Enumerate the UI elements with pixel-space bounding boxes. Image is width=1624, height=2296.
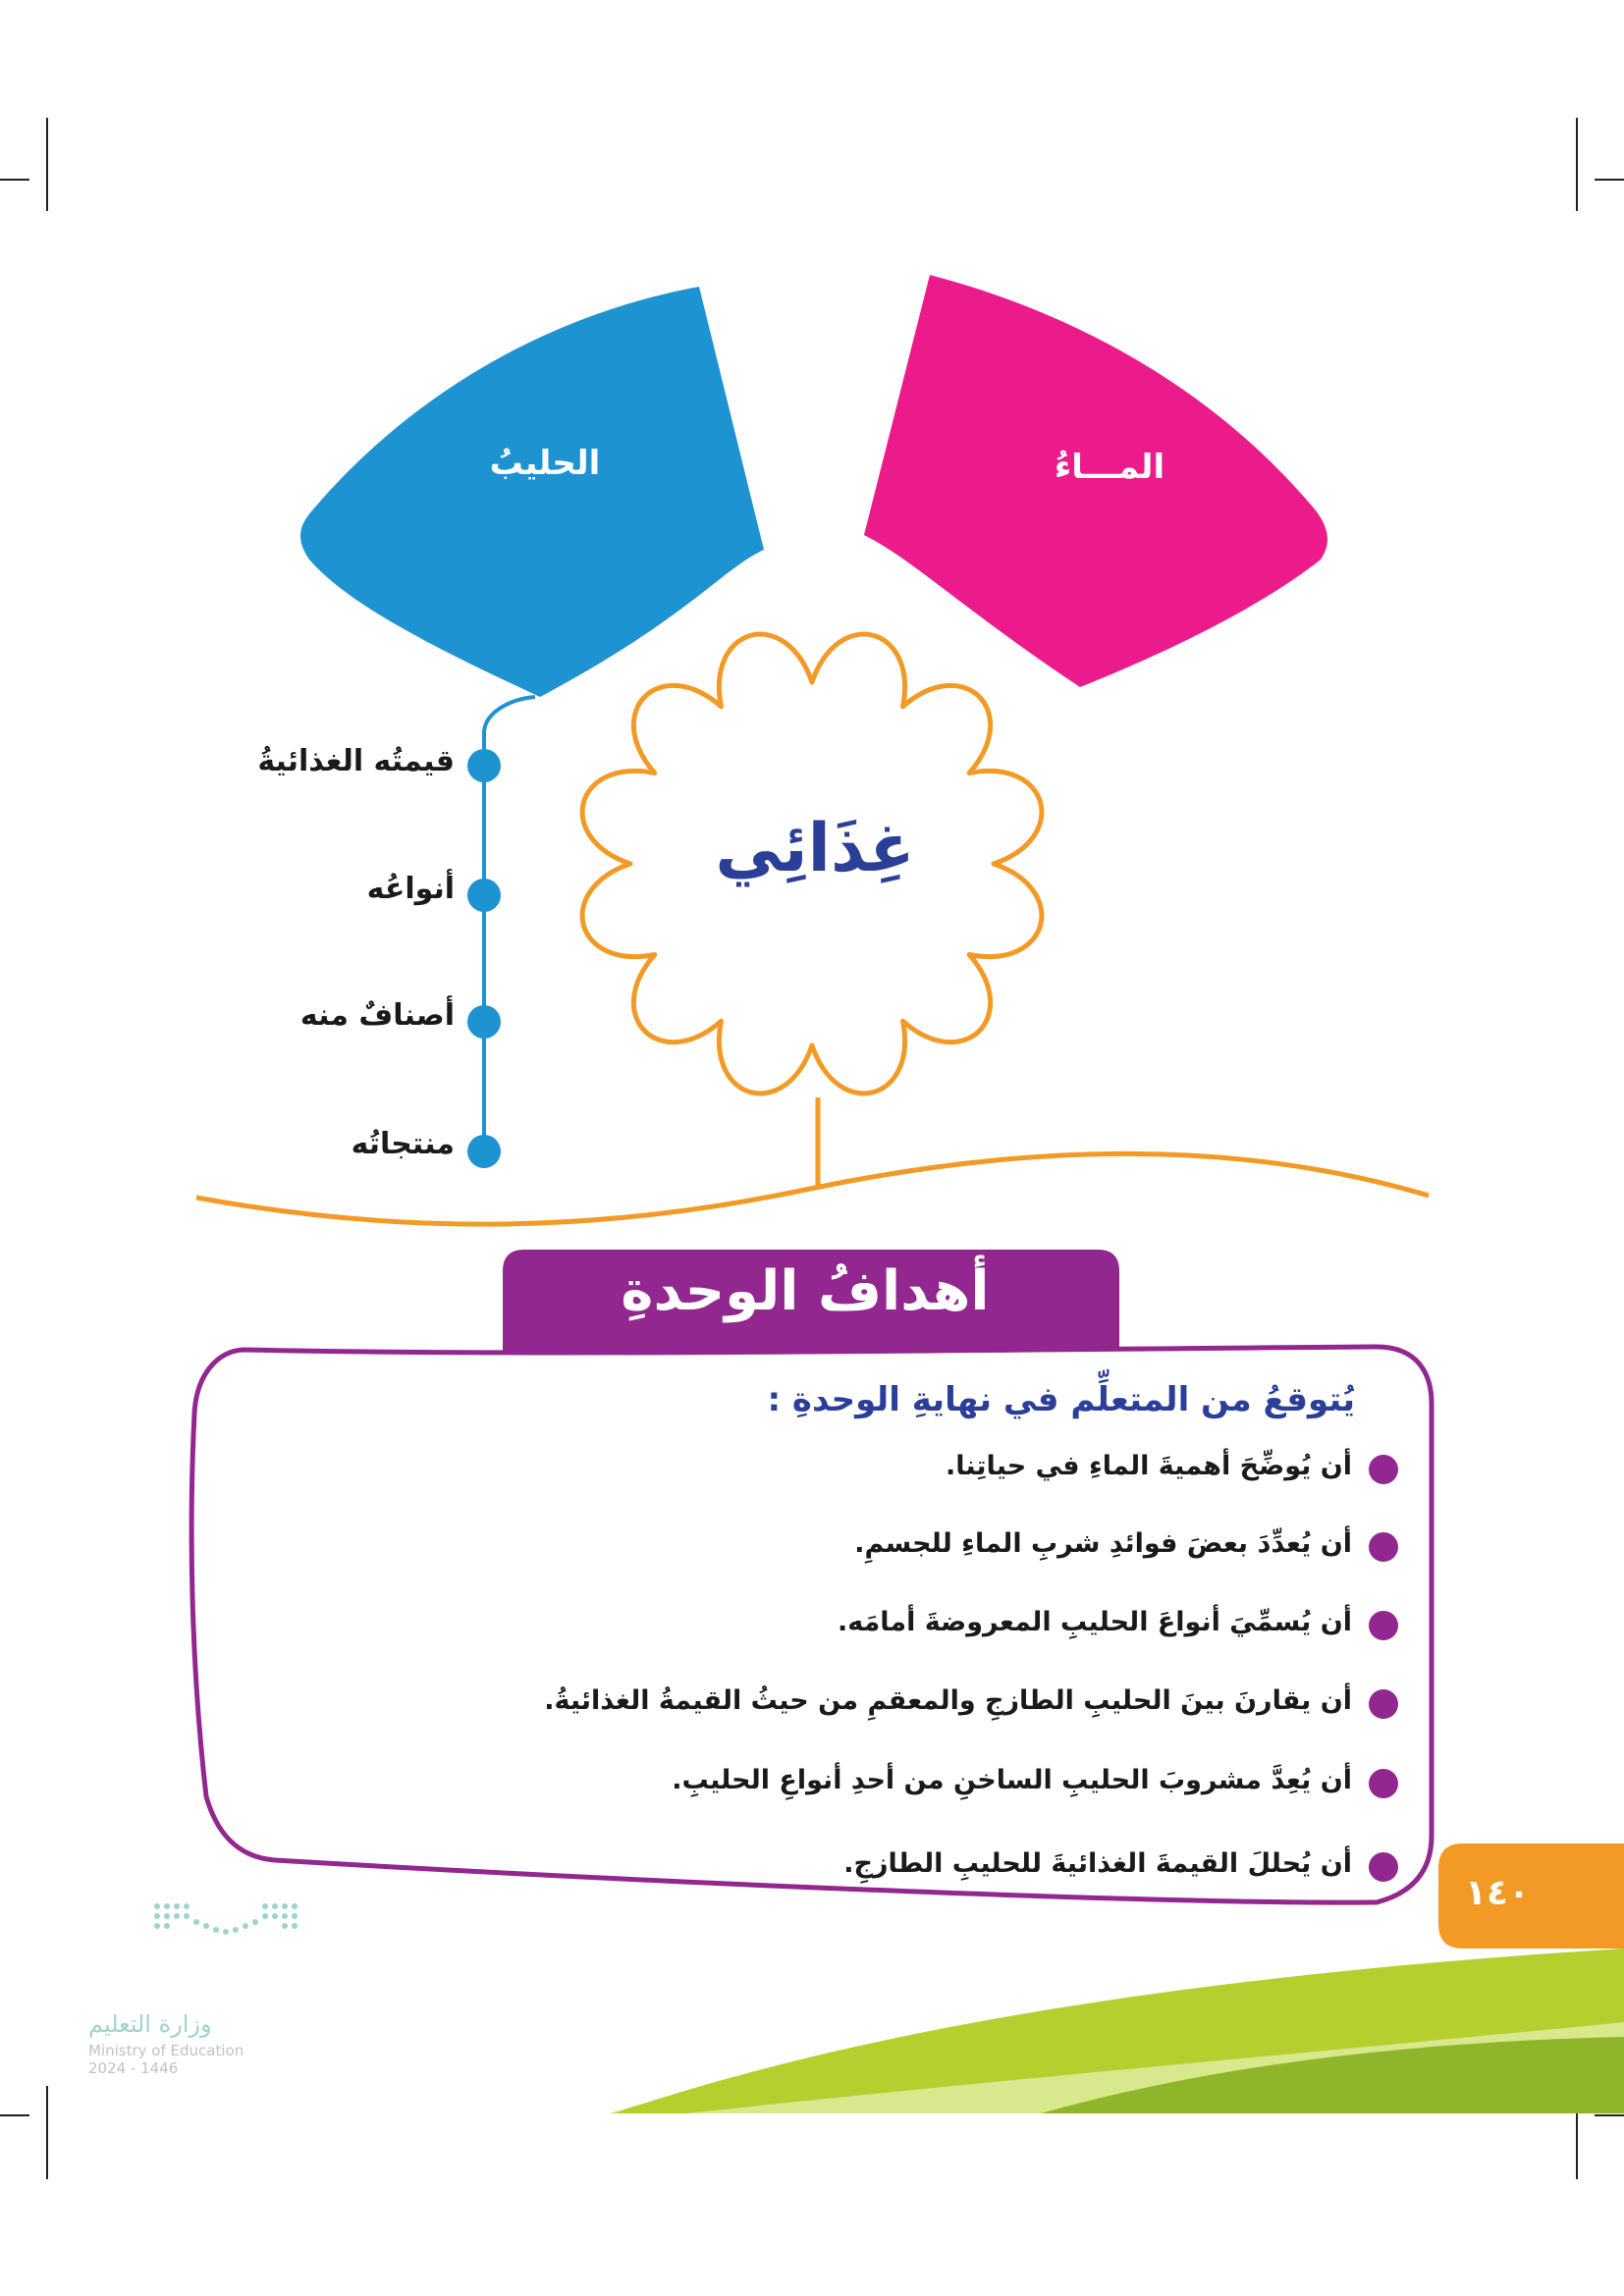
- ministry-logo-arabic: وزارة التعليم: [88, 2010, 212, 2038]
- goals-intro: يُتوقعُ من المتعلِّم في نهايةِ الوحدةِ :: [767, 1380, 1355, 1419]
- branch-label-products: منتجاتُه: [351, 1127, 455, 1161]
- goals-title: أهدافُ الوحدةِ: [621, 1259, 990, 1323]
- water-petal-label: المـــاءُ: [1054, 448, 1165, 487]
- goal-item-6: أن يُحللَ القيمةَ الغذائيةَ للحليبِ الطازجِ.: [843, 1848, 1352, 1879]
- ground-line: [196, 1153, 1429, 1224]
- branch-label-types: أنواعُه: [366, 872, 455, 906]
- ministry-logo-english: Ministry of Education: [88, 2042, 244, 2059]
- center-title: غِذَائِي: [715, 810, 915, 887]
- branch-dot: [467, 1005, 501, 1039]
- ministry-logo-icon: [154, 1903, 298, 1935]
- branch-dot: [467, 879, 501, 912]
- milk-petal-label: الحليبُ: [489, 444, 601, 483]
- goal-item-5: أن يُعِدَّ مشروبَ الحليبِ الساخنِ من أحدِ أنواعِ الحليبِ.: [672, 1765, 1352, 1795]
- goal-item-2: أن يُعدِّدَ بعضَ فوائدِ شربِ الماءِ للجسمِ.: [854, 1528, 1352, 1559]
- ministry-logo-year: 2024 - 1446: [88, 2059, 179, 2077]
- goal-item-1: أن يُوضِّحَ أهميةَ الماءِ في حياتِنا.: [946, 1451, 1352, 1481]
- branch-dot: [467, 749, 501, 782]
- goal-item-4: أن يقارنَ بينَ الحليبِ الطازجِ والمعقمِ من حيثُ القيمةُ الغذائيةُ.: [544, 1685, 1352, 1716]
- branch-dot: [467, 1135, 501, 1168]
- branch-label-varieties: أصنافٌ منه: [299, 998, 455, 1033]
- milk-petal: [300, 287, 764, 697]
- branch-label-nutrition: قيمتُه الغذائيةُ: [257, 744, 455, 778]
- page-number: ١٤٠: [1465, 1873, 1530, 1913]
- goal-item-3: أن يُسمِّيَ أنواعَ الحليبِ المعروضةَ أمامَه.: [837, 1607, 1352, 1637]
